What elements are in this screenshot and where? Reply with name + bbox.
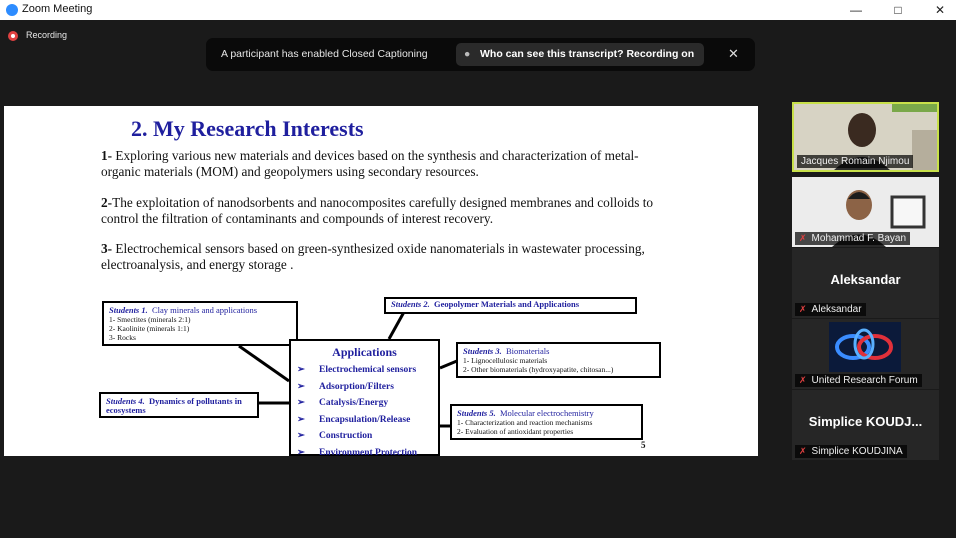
bullet-arrow-icon: ➢ [297, 447, 305, 456]
mic-muted-icon: ✗ [799, 304, 807, 314]
recording-indicator[interactable] [8, 30, 67, 41]
application-item: ➢ Catalysis/Energy [297, 395, 438, 412]
transcript-info-label: Who can see this transcript? Recording on [480, 48, 695, 60]
participant-tile-united-research-forum[interactable] [792, 319, 939, 389]
students-5-box [450, 404, 643, 440]
students-5-title: Molecular electrochemistry [500, 408, 594, 418]
students-1-line: 1- Smectites (minerals 2:1) [109, 315, 191, 324]
students-5-prefix: Students 5. [457, 408, 496, 418]
students-1-prefix: Students 1. [109, 305, 148, 315]
application-item: ➢ Electrochemical sensors [297, 362, 438, 379]
caption-message: A participant has enabled Closed Captioning [221, 48, 428, 60]
application-item: ➢ Adsorption/Filters [297, 379, 438, 396]
close-icon[interactable]: ✕ [934, 3, 946, 17]
applications-title: Applications [332, 345, 397, 359]
students-1-line: 2- Kaolinite (minerals 1:1) [109, 324, 190, 333]
caption-banner [206, 38, 755, 71]
bullet-arrow-icon: ➢ [297, 414, 305, 425]
students-4-title: Dynamics of pollutants in ecosystems [106, 396, 242, 415]
participant-tile-mohammad[interactable] [792, 177, 939, 247]
bullet-arrow-icon: ➢ [297, 398, 305, 408]
transcript-info-button[interactable] [456, 43, 704, 66]
applications-box [289, 339, 440, 456]
participant-display-name: Simplice KOUDJ... [808, 414, 923, 429]
bullet-arrow-icon: ➢ [297, 431, 305, 441]
item-number: 1- [101, 148, 113, 163]
participant-name: ✗ United Research Forum [795, 374, 922, 387]
students-3-prefix: Students 3. [463, 346, 502, 356]
mic-muted-icon: ✗ [799, 446, 807, 456]
forum-logo-icon [829, 322, 901, 372]
students-3-title: Biomaterials [506, 346, 550, 356]
application-item: ➢ Environment Protection [297, 445, 438, 457]
recording-label: Recording [26, 30, 68, 40]
application-item: ➢ Construction [297, 428, 438, 445]
participant-tile-simplice[interactable] [792, 390, 939, 460]
students-1-title: Clay minerals and applications [152, 305, 258, 315]
participant-name: ✗ Simplice KOUDJINA [795, 445, 907, 458]
mic-muted-icon: ✗ [799, 233, 807, 243]
students-1-box [102, 301, 298, 346]
item-number: 2- [101, 195, 113, 210]
shared-slide [4, 106, 758, 456]
students-4-prefix: Students 4. [106, 396, 145, 406]
item-text: The exploitation of nanodsorbents and nanocomposites carefully designed membranes and colloids to control the filtration of contaminants and compounds of interest recovery. [101, 195, 654, 226]
students-4-box [99, 392, 259, 418]
participant-display-name: Aleksandar [830, 272, 901, 287]
bullet-arrow-icon: ➢ [297, 381, 305, 392]
students-5-line: 2- Evaluation of antioxidant properties [457, 427, 574, 436]
maximize-icon[interactable]: □ [894, 3, 902, 17]
students-2-title: Geopolymer Materials and Applications [434, 299, 580, 309]
window-title: Zoom Meeting [22, 3, 93, 15]
slide-title: 2. My Research Interests [131, 116, 364, 141]
participant-name: Jacques Romain Njimou [797, 155, 913, 168]
application-item: ➢ Encapsulation/Release [297, 412, 438, 429]
item-text: Exploring various new materials and devices based on the synthesis and characterization of metal-organic materials (MOM) and geopolymers using secondary resources. [101, 148, 639, 179]
item-number: 3- [101, 241, 113, 256]
students-3-line: 2- Other biomaterials (hydroxyapatite, chitosan...) [463, 365, 614, 374]
minimize-icon[interactable]: — [850, 3, 862, 17]
students-5-line: 1- Characterization and reaction mechanisms [457, 418, 593, 427]
participant-name: ✗ Aleksandar [795, 303, 866, 316]
slide-page-number: 5 [641, 440, 646, 450]
participant-name: ✗ Mohammad F. Bayan [795, 232, 910, 245]
record-icon [8, 31, 18, 41]
bullet-arrow-icon: ➢ [297, 365, 305, 375]
students-1-line: 3- Rocks [109, 333, 136, 342]
participant-tile-aleksandar[interactable] [792, 248, 939, 318]
students-3-box [456, 342, 661, 378]
zoom-app-icon [6, 4, 18, 16]
person-icon: ● [464, 48, 471, 60]
students-2-prefix: Students 2. [391, 299, 430, 309]
students-3-line: 1- Lignocellulosic materials [463, 356, 548, 365]
close-banner-icon[interactable]: ✕ [728, 46, 739, 61]
window-titlebar [0, 0, 956, 20]
item-text: Electrochemical sensors based on green-synthesized oxide nanomaterials in wastewater processing, electroanalysis, and energy storage . [101, 241, 645, 272]
students-2-box [384, 297, 637, 314]
participant-tile-jacques[interactable] [792, 102, 939, 172]
mic-muted-icon: ✗ [799, 375, 807, 385]
